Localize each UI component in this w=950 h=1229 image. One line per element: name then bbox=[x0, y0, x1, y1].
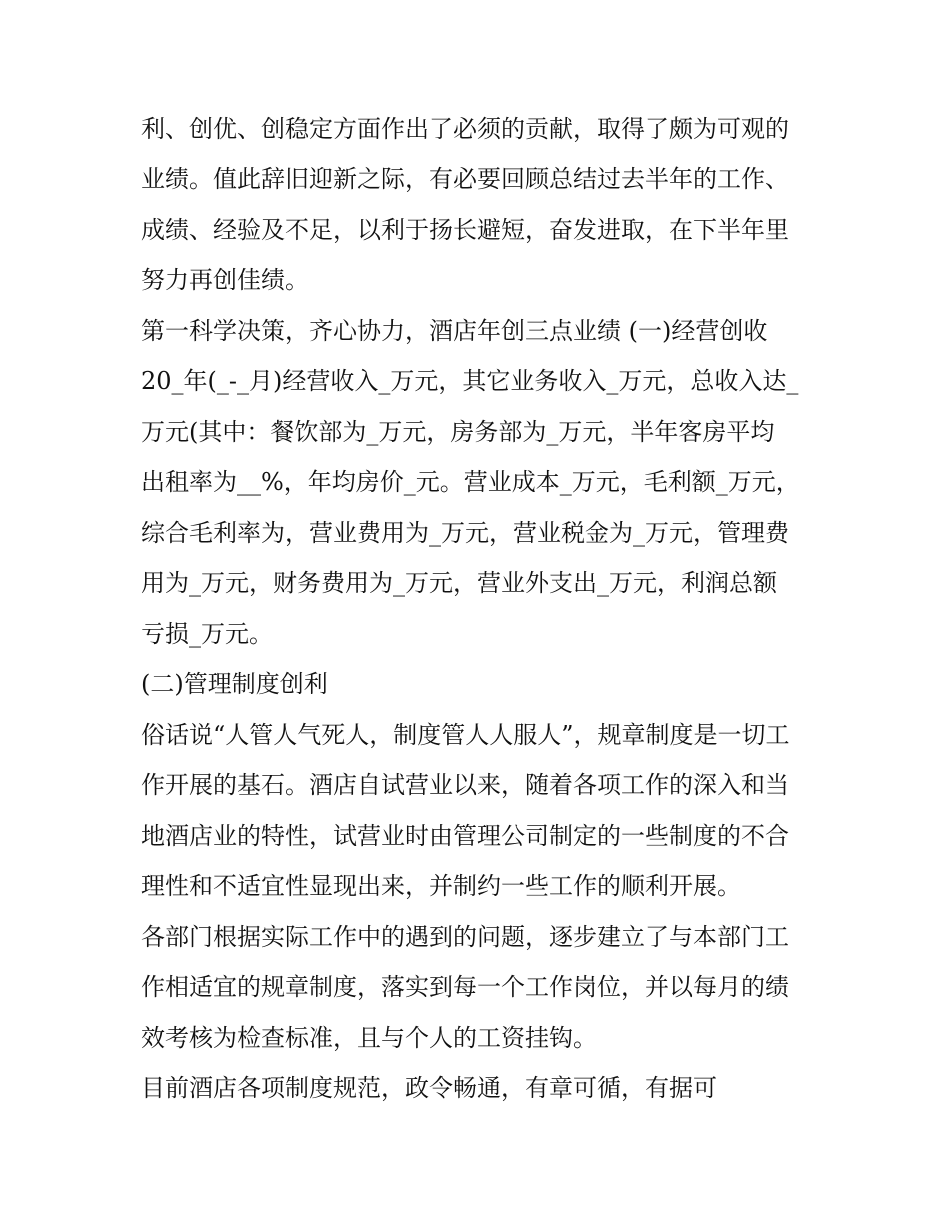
text-line: 亏损_万元。 bbox=[141, 620, 273, 648]
text-line: 利、创优、创稳定方面作出了必须的贡献，取得了颇为可观的 bbox=[141, 115, 789, 143]
text-line: 努力再创佳绩。 bbox=[141, 266, 309, 294]
text-line: 作相适宜的规章制度，落实到每一个工作岗位，并以每月的绩 bbox=[141, 973, 789, 1001]
section-heading: (二)管理制度创利 bbox=[141, 670, 328, 698]
text-line: 第一科学决策，齐心协力，酒店年创三点业绩 (一)经营创收 bbox=[141, 317, 768, 345]
text-line: 地酒店业的特性，试营业时由管理公司制定的一些制度的不合 bbox=[141, 822, 789, 850]
text-line: 俗话说“人管人气死人，制度管人人服人”，规章制度是一切工 bbox=[141, 721, 790, 749]
text-line: 各部门根据实际工作中的遇到的问题，逐步建立了与本部门工 bbox=[141, 923, 789, 951]
text-line: 成绩、经验及不足，以利于扬长避短，奋发进取，在下半年里 bbox=[141, 216, 789, 244]
text-line: 出租率为__%，年均房价_元。营业成本_万元，毛利额_万元， bbox=[141, 468, 800, 496]
text-line: 理性和不适宜性显现出来，并制约一些工作的顺利开展。 bbox=[141, 872, 741, 900]
text-line: 业绩。值此辞旧迎新之际，有必要回顾总结过去半年的工作、 bbox=[141, 165, 789, 193]
text-line: 综合毛利率为，营业费用为_万元，营业税金为_万元，管理费 bbox=[141, 519, 789, 547]
text-line: 20_年(_-_月)经营收入_万元，其它业务收入_万元，总收入达_ bbox=[141, 367, 799, 395]
text-line: 效考核为检查标准，且与个人的工资挂钩。 bbox=[141, 1024, 597, 1052]
text-line: 目前酒店各项制度规范，政令畅通，有章可循，有据可 bbox=[141, 1074, 717, 1102]
text-line: 万元(其中：餐饮部为_万元，房务部为_万元，半年客房平均 bbox=[141, 418, 775, 446]
text-line: 用为_万元，财务费用为_万元，营业外支出_万元，利润总额 bbox=[141, 569, 777, 597]
text-line: 作开展的基石。酒店自试营业以来，随着各项工作的深入和当 bbox=[141, 771, 789, 799]
